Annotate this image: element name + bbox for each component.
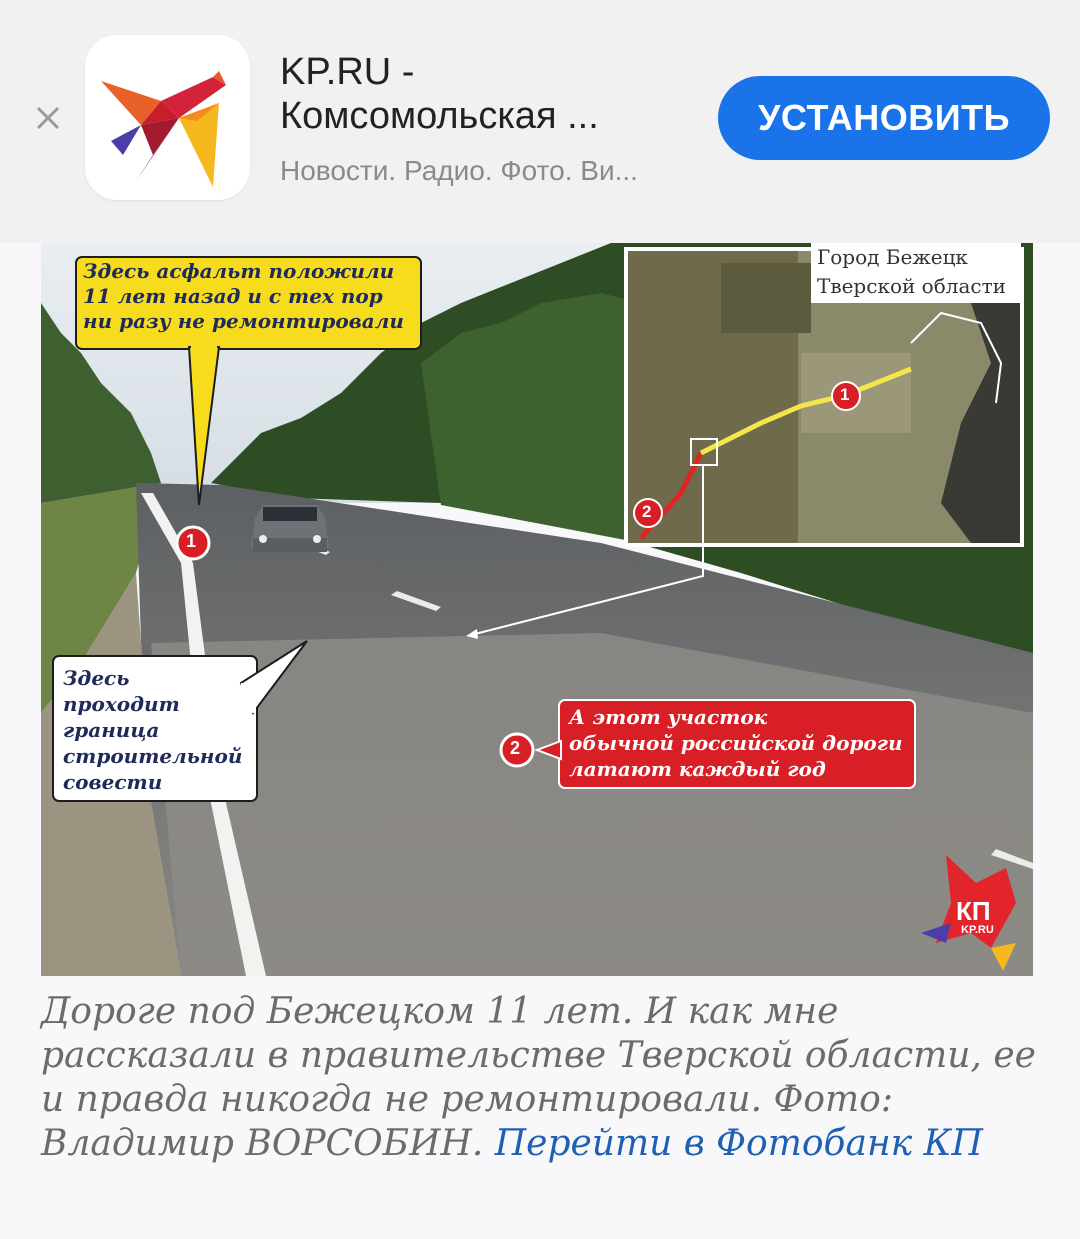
app-subtitle: Новости. Радио. Фото. Ви...: [280, 155, 638, 186]
car-illustration: [251, 505, 329, 552]
photobank-link[interactable]: Перейти в Фотобанк КП: [494, 1123, 983, 1164]
road-marker-2: 2: [510, 738, 521, 758]
app-install-banner: [0, 0, 1080, 243]
install-button[interactable]: УСТАНОВИТЬ: [718, 76, 1050, 160]
map-label: Город Бежецк Тверской области: [811, 243, 1021, 303]
close-icon[interactable]: [30, 100, 66, 136]
photo-caption: [41, 990, 1041, 1166]
kp-swallow-logo-icon: [101, 63, 236, 193]
caption-text: Дороге под Бежецком 11 лет. И как мне рассказали в правительстве Тверской области, ее и правда никогда не ремонтировали. Фото: Владимир ВОРСОБИН.: [41, 991, 1036, 1164]
callout-yellow-text: Здесь асфальт положили 11 лет назад и с тех пор ни разу не ремонтировали: [83, 259, 404, 333]
article-photo[interactable]: [41, 243, 1033, 976]
app-icon[interactable]: [85, 35, 250, 200]
kp-logo-text: КП: [956, 896, 991, 926]
app-title-line-2: Комсомольская ...: [280, 95, 599, 137]
callout-red-text: А этот участок обычной российской дороги латают каждый год: [569, 705, 903, 781]
callout-white-text: Здесь проходит граница строительной совести: [63, 666, 243, 794]
kp-logo-subtext: KP.RU: [961, 924, 994, 936]
map-marker-1: 1: [840, 385, 850, 404]
road-photo-illustration: [41, 243, 1033, 976]
road-marker-1: 1: [186, 531, 197, 551]
app-title-line-1: KP.RU -: [280, 51, 415, 93]
app-title: [280, 50, 700, 138]
map-marker-2: 2: [642, 502, 652, 521]
